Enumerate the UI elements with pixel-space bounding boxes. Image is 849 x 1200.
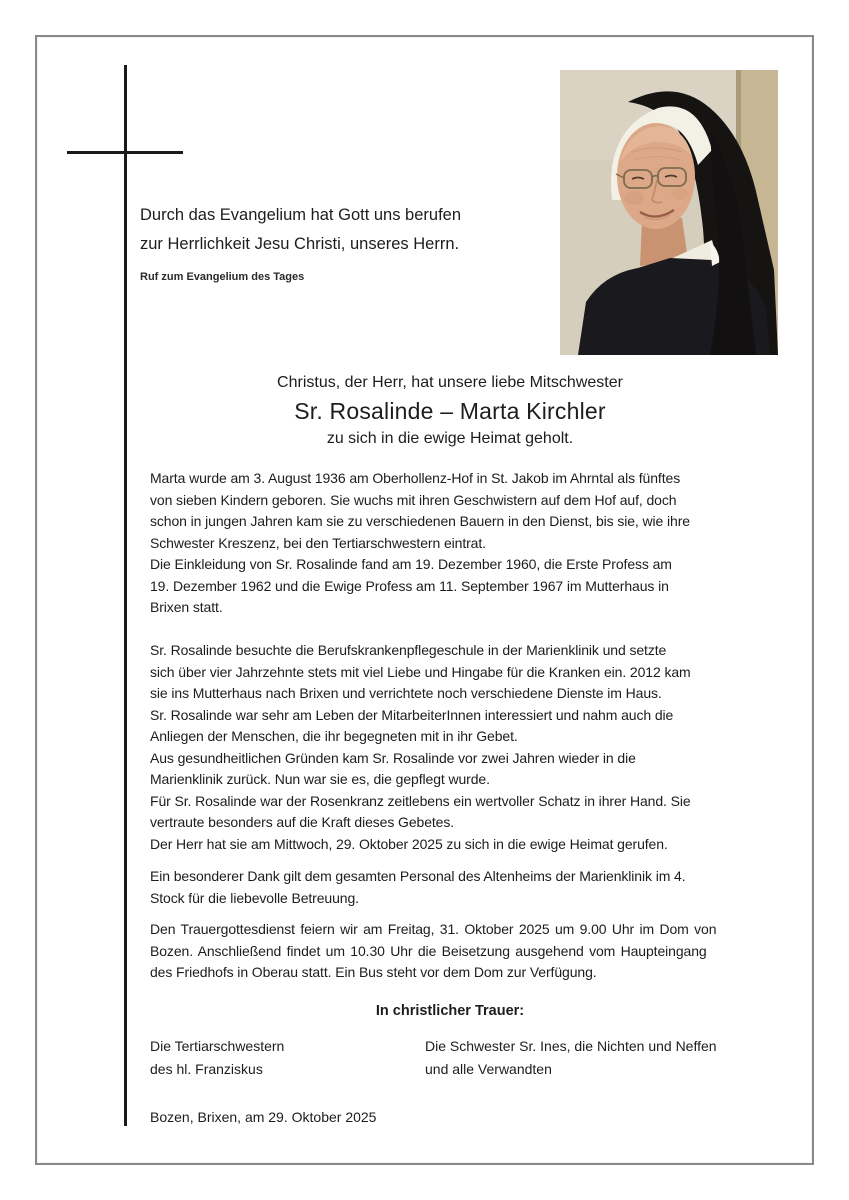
body-line: 19. Dezember 1962 und die Ewige Profess am 11. September 1967 im Mutterhaus in [150,577,669,594]
body-line: Bozen. Anschließend findet um 10.30 Uhr die Beisetzung ausgehend vom Haupteingang [150,942,707,959]
body-line: Die Einkleidung von Sr. Rosalinde fand am 19. Dezember 1960, die Erste Profess am [150,556,672,572]
mourner-line: Die Tertiarschwestern [150,1038,285,1054]
body-line: Ein besonderer Dank gilt dem gesamten Personal des Altenheims der Marienklinik im 4. [150,868,686,884]
place-date-line: Bozen, Brixen, am 29. Oktober 2025 [150,1109,377,1125]
body-line: sich über vier Jahrzehnte stets mit viel Liebe und Hingabe für die Kranken ein. 2012 kam [150,663,691,680]
intro-line: zu sich in die ewige Heimat geholt. [326,430,574,447]
body-line: Den Trauergottesdienst feiern wir am Freitag, 31. Oktober 2025 um 9.00 Uhr im Dom von [150,921,717,937]
mourner-line: und alle Verwandten [425,1061,552,1077]
quote-line: Durch das Evangelium hat Gott uns berufen [140,206,462,224]
quote-line: zur Herrlichkeit Jesu Christi, unseres Herrn. [140,235,460,253]
body-line: Schwester Kreszenz, bei den Tertiarschwestern eintrat. [150,534,486,551]
body-line: vertraute besonders auf die Kraft dieses Gebetes. [150,814,455,830]
intro-line: Christus, der Herr, hat unsere liebe Mitschwester [277,374,623,391]
body-line: Für Sr. Rosalinde war der Rosenkranz zeitlebens ein wertvoller Schatz in ihrer Hand. Sie [150,792,691,809]
body-line: Sr. Rosalinde war sehr am Leben der MitarbeiterInnen interessiert und nahm auch die [150,706,674,723]
scripture-quote [140,201,461,259]
body-line: sie ins Mutterhaus nach Brixen und verrichtete noch verschiedene Dienste im Haus. [150,685,662,701]
mourners-right-column [425,1035,717,1081]
mourning-title: In christlicher Trauer: [375,1003,525,1019]
cross-icon-bar [67,151,183,154]
body-line: des Friedhofs in Oberau statt. Ein Bus steht vor dem Dom zur Verfügung. [150,964,597,980]
body-line: Stock für die liebevolle Betreuung. [150,889,359,906]
body-line: Brixen statt. [150,599,223,615]
biography-paragraph-1 [150,468,690,619]
quote-source: Ruf zum Evangelium des Tages [140,271,305,283]
body-line: Der Herr hat sie am Mittwoch, 29. Oktober 2025 zu sich in die ewige Heimat gerufen. [150,835,668,852]
deceased-name: Sr. Rosalinde – Marta Kirchler [294,398,606,424]
nun-portrait-illustration [560,70,778,355]
mourners-left-column [150,1035,284,1081]
body-line: Marienklinik zurück. Nun war sie es, die gepflegt wurde. [150,771,490,787]
mourner-line: Die Schwester Sr. Ines, die Nichten und Neffen [425,1038,717,1054]
thanks-paragraph [150,866,686,909]
intro-heading [150,371,750,451]
funeral-info-paragraph [150,919,716,984]
portrait-photo [560,70,778,355]
biography-paragraph-2 [150,640,691,855]
body-line: von sieben Kindern geboren. Sie wuchs mit ihren Geschwistern auf dem Hof auf, doch [150,491,677,508]
cross-icon [124,65,127,1126]
body-line: Aus gesundheitlichen Gründen kam Sr. Rosalinde vor zwei Jahren wieder in die [150,749,636,766]
body-line: Anliegen der Menschen, die ihr begegneten mit in ihr Gebet. [150,728,518,744]
mourner-line: des hl. Franziskus [150,1061,263,1077]
body-line: schon in jungen Jahren kam sie zu verschiedenen Bauern in den Dienst, bis sie, wie ihre [150,513,690,529]
body-line: Sr. Rosalinde besuchte die Berufskrankenpflegeschule in der Marienklinik und setzte [150,642,667,658]
body-line: Marta wurde am 3. August 1936 am Oberhollenz-Hof in St. Jakob im Ahrntal als fünftes [150,470,681,486]
